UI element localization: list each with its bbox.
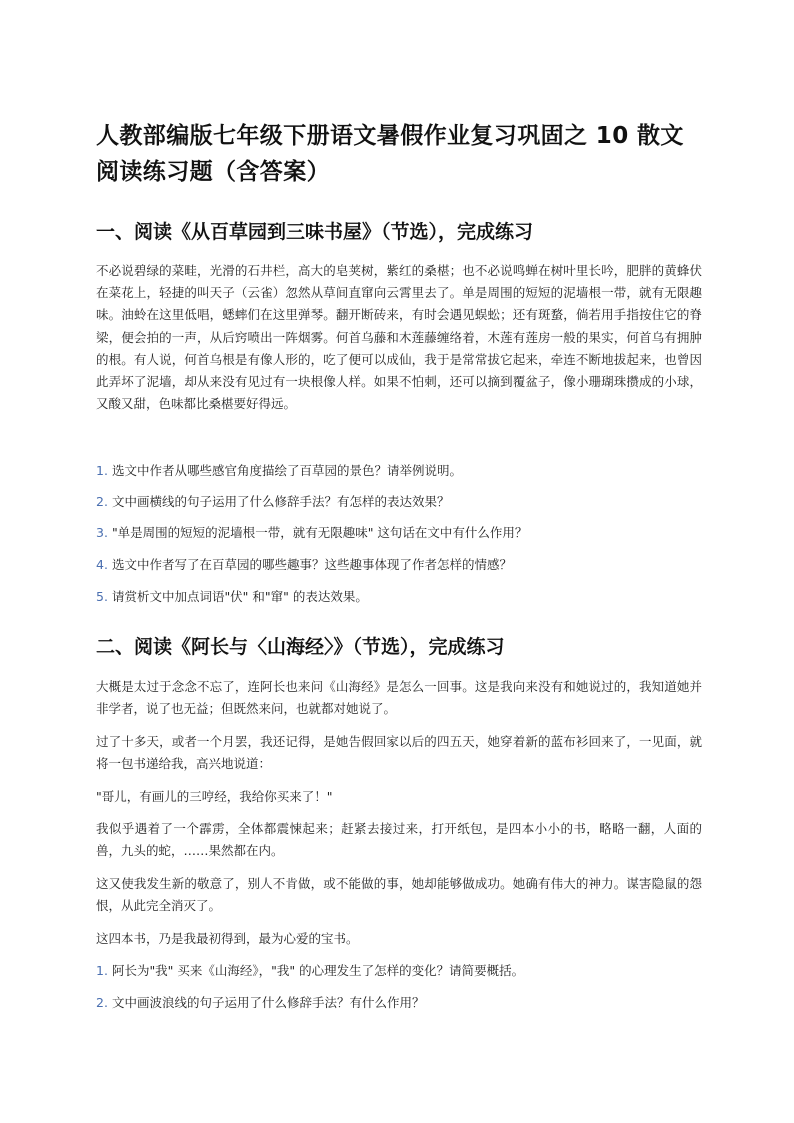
question-text: 文中画横线的句子运用了什么修辞手法？有怎样的表达效果？ — [111, 494, 450, 509]
question-text: "单是周围的短短的泥墙根一带，就有无限趣味" 这句话在文中有什么作用？ — [111, 525, 528, 540]
question-text: 文中画波浪线的句子运用了什么修辞手法？有什么作用？ — [111, 995, 425, 1010]
question-text: 选文中作者从哪些感官角度描绘了百草园的景色？请举例说明。 — [111, 463, 462, 478]
section1-heading: 一、阅读《从百草园到三味书屋》（节选），完成练习 — [96, 221, 534, 243]
question-text: 选文中作者写了在百草园的哪些趣事？这些趣事体现了作者怎样的情感？ — [111, 557, 512, 572]
section1-question-2 — [96, 492, 702, 512]
question-number: 4. — [96, 557, 108, 572]
section2-question-2 — [96, 993, 702, 1013]
section1-question-4 — [96, 555, 702, 575]
question-number: 5. — [96, 589, 108, 604]
page-title: 人教部编版七年级下册语文暑假作业复习巩固之 10 散文阅读练习题（含答案） — [96, 123, 684, 185]
question-text: 请赏析文中加点词语"伏" 和"窜" 的表达效果。 — [111, 589, 368, 604]
section2-paragraph-6: 这四本书，乃是我最初得到，最为心爱的宝书。 — [96, 931, 359, 946]
section2-paragraph-1: 大概是太过于念念不忘了，连阿长也来问《山海经》是怎么一回事。这是我向来没有和她说过的，我知道她并非学者，说了也无益；但既然来问，也就都对她说了。 — [96, 679, 702, 717]
section1-passage: 不必说碧绿的菜畦，光滑的石井栏，高大的皂荚树，紫红的桑椹；也不必说鸣蝉在树叶里长吟，肥胖的黄蜂伏在菜花上，轻捷的叫天子（云雀）忽然从草间直窜向云霄里去了。单是周围的短短的泥墙根一带，就有无限趣味。油蛉在这里低唱，蟋蟀们在这里弹琴。翻开断砖来，有时会遇见蜈蚣；还有斑蝥，倘若用手指按住它的脊梁，便会拍的一声，从后窍喷出一阵烟雾。何首乌藤和木莲藤缠络着，木莲有莲房一般的果实，何首乌有拥肿的根。有人说，何首乌根是有像人形的，吃了便可以成仙，我于是常常拔它起来，牵连不断地拔起来，也曾因此弄坏了泥墙，却从来没有见过有一块根像人样。如果不怕刺，还可以摘到覆盆子，像小珊瑚珠攒成的小球，又酸又甜，色味都比桑椹要好得远。 — [96, 263, 702, 412]
question-text: 阿长为"我" 买来《山海经》，"我" 的心理发生了怎样的变化？请简要概括。 — [111, 963, 525, 978]
section2-paragraph-4: 我似乎遇着了一个霹雳，全体都震悚起来；赶紧去接过来，打开纸包，是四本小小的书，略略一翻，人面的兽，九头的蛇，……果然都在内。 — [96, 821, 702, 859]
section1-question-5 — [96, 587, 702, 607]
section1-question-3 — [96, 523, 702, 543]
section2-heading: 二、阅读《阿长与〈山海经〉》（节选），完成练习 — [96, 636, 505, 658]
question-number: 3. — [96, 525, 108, 540]
section2-paragraph-3: "哥儿，有画儿的三哼经，我给你买来了！" — [96, 789, 333, 804]
question-number: 2. — [96, 494, 108, 509]
section2-paragraph-5: 这又使我发生新的敬意了，别人不肯做，或不能做的事，她却能够做成功。她确有伟大的神力。谋害隐鼠的怨恨，从此完全消灭了。 — [96, 876, 702, 914]
section2-paragraph-2: 过了十多天，或者一个月罢，我还记得，是她告假回家以后的四五天，她穿着新的蓝布衫回来了，一见面，就将一包书递给我，高兴地说道： — [96, 734, 702, 772]
question-number: 1. — [96, 963, 108, 978]
question-number: 2. — [96, 995, 108, 1010]
section2-question-1 — [96, 961, 702, 981]
section1-question-1 — [96, 461, 702, 481]
question-number: 1. — [96, 463, 108, 478]
